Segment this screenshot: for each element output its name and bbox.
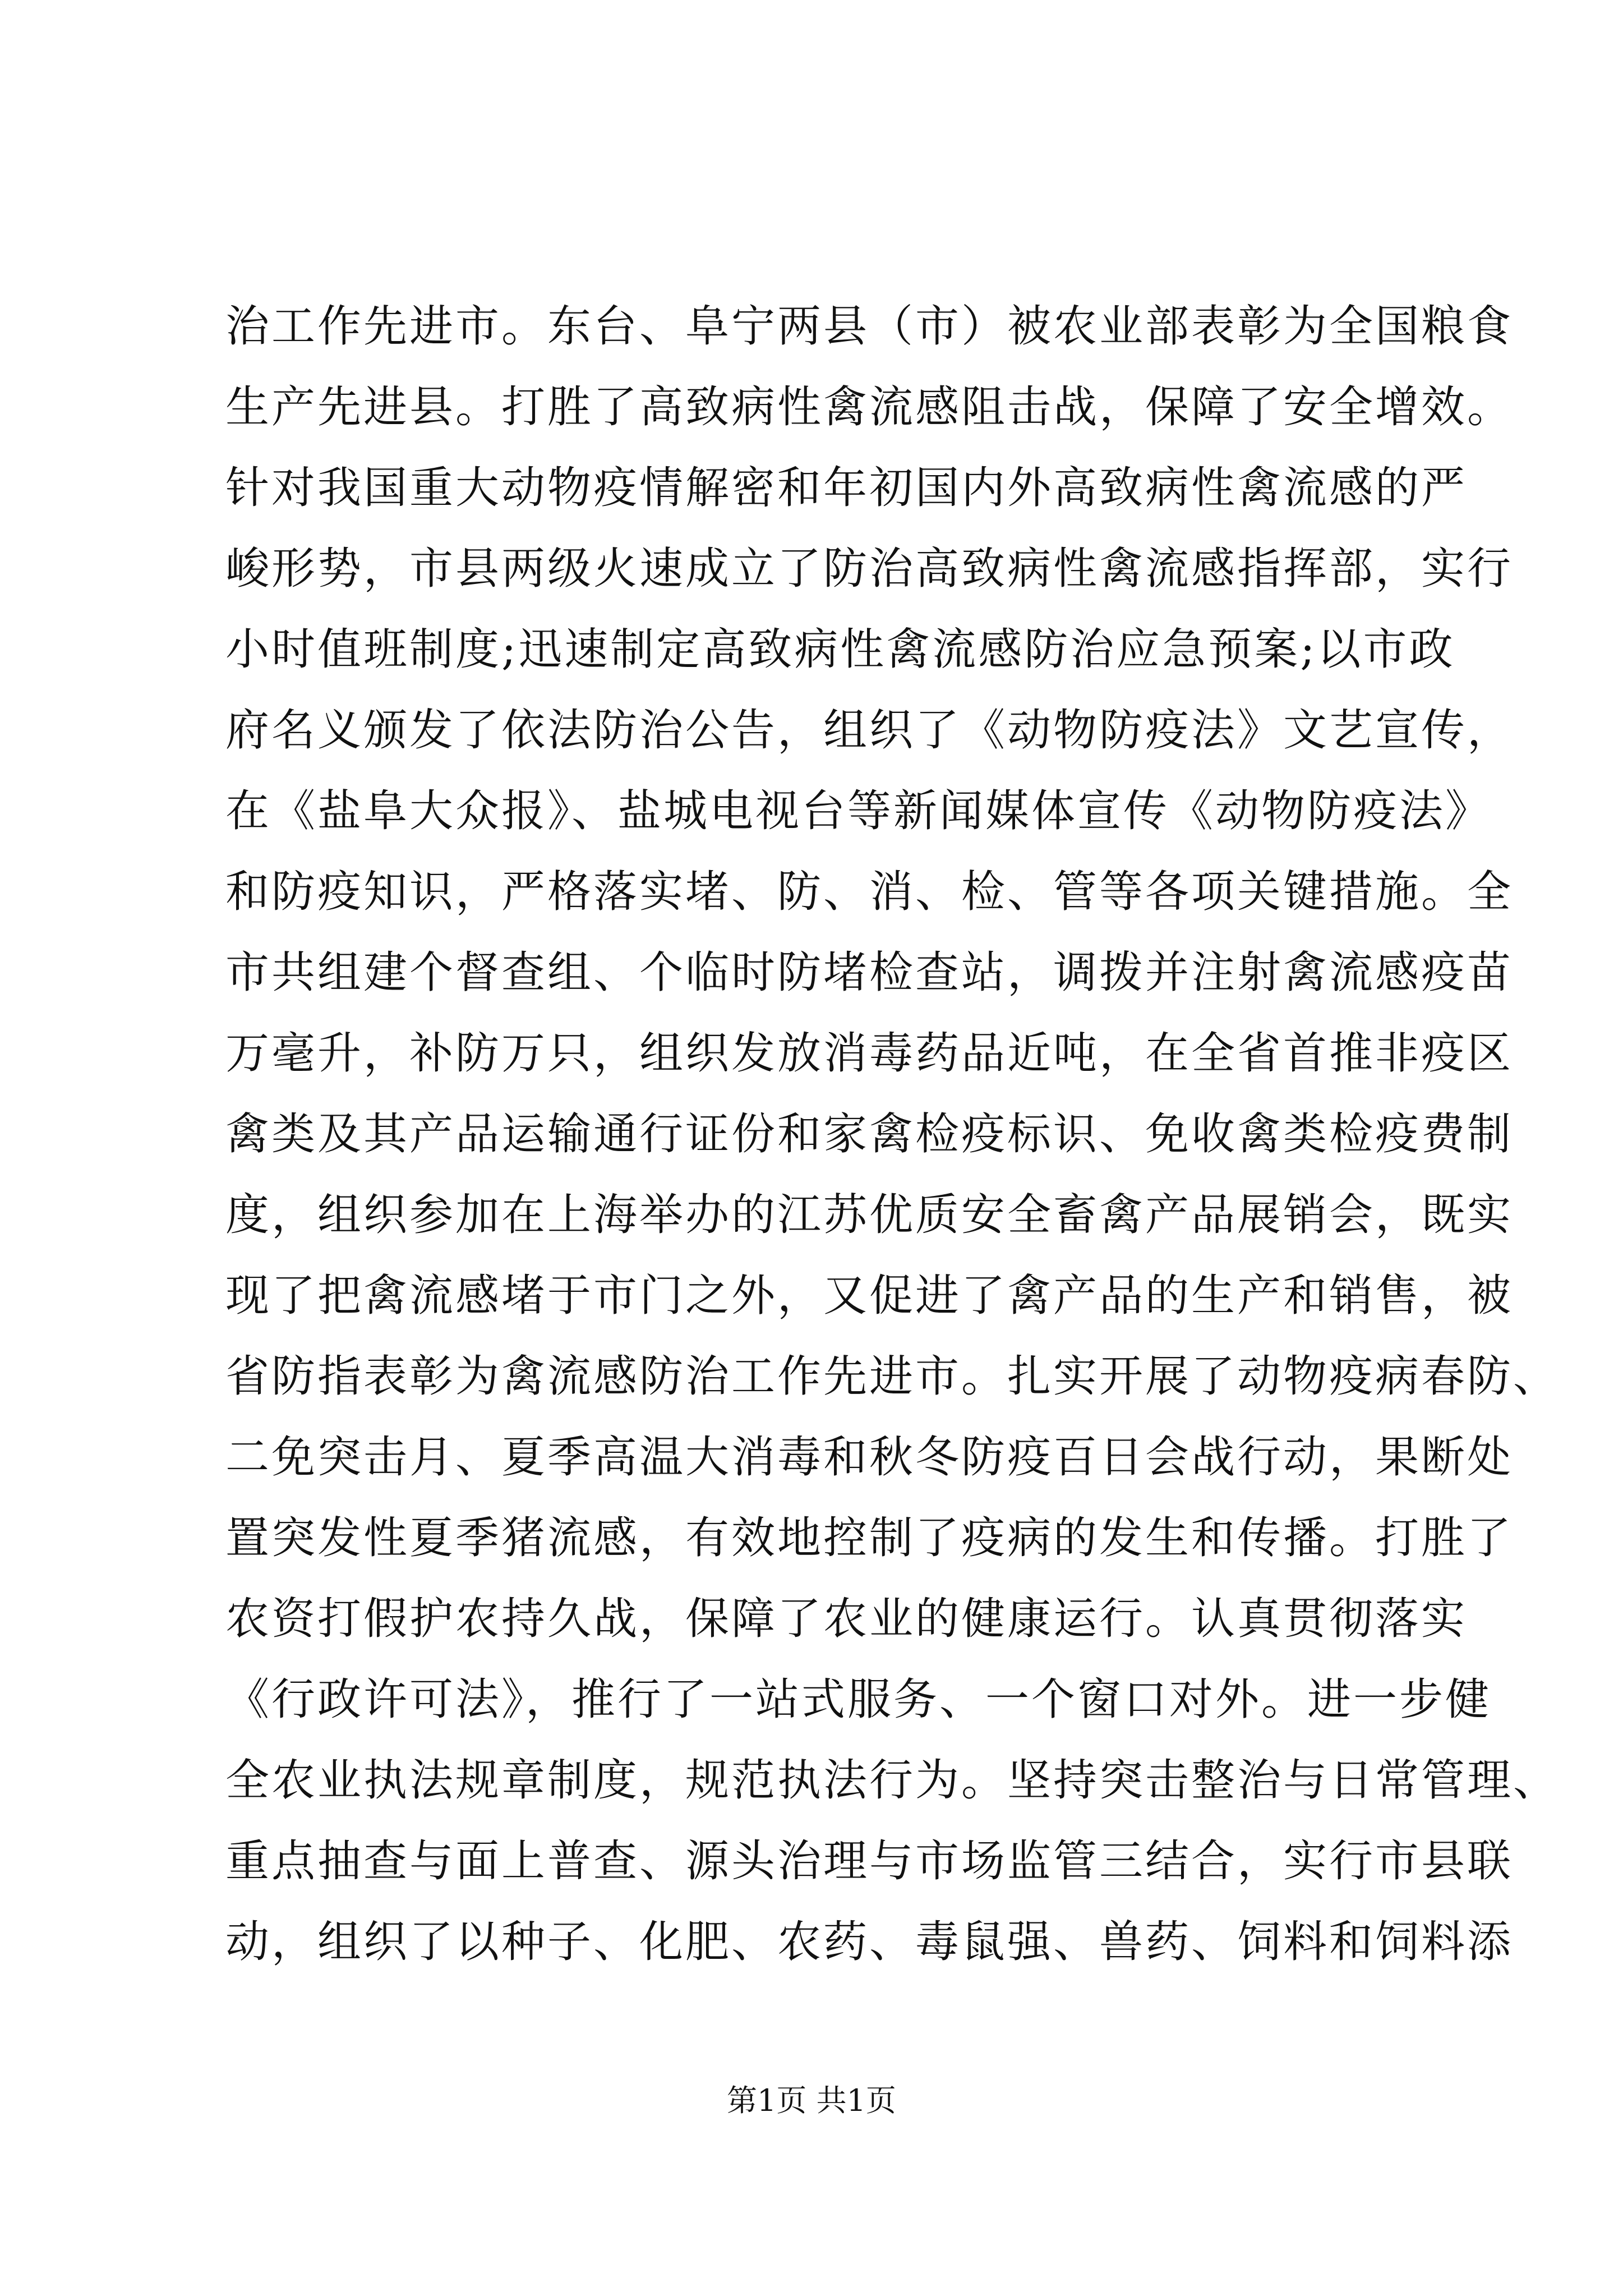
text-line-3: 针对我国重大动物疫情解密和年初国内外高致病性禽流感的严 [225, 463, 1468, 513]
text-line-6: 府名义颁发了依法防治公告，组织了《动物防疫法》文艺宣传， [225, 705, 1514, 756]
text-line-19: 全农业执法规章制度，规范执法行为。坚持突击整治与日常管理、 [225, 1755, 1560, 1806]
text-line-1: 治工作先进市。东台、阜宁两县（市）被农业部表彰为全国粮食 [225, 301, 1514, 352]
text-line-5: 小时值班制度;迅速制定高致病性禽流感防治应急预案;以市政 [225, 624, 1455, 675]
text-line-14: 省防指表彰为禽流感防治工作先进市。扎实开展了动物疫病春防、 [225, 1351, 1560, 1402]
text-line-15: 二免突击月、夏季高温大消毒和秋冬防疫百日会战行动，果断处 [225, 1432, 1514, 1483]
text-line-16: 置突发性夏季猪流感，有效地控制了疫病的发生和传播。打胜了 [225, 1513, 1514, 1563]
text-line-8: 和防疫知识，严格落实堵、防、消、检、管等各项关键措施。全 [225, 867, 1514, 917]
text-line-20: 重点抽查与面上普查、源头治理与市场监管三结合，实行市县联 [225, 1836, 1514, 1887]
page-footer [0, 2076, 1623, 2126]
text-line-4: 峻形势，市县两级火速成立了防治高致病性禽流感指挥部，实行 [225, 544, 1514, 594]
text-line-2: 生产先进县。打胜了高致病性禽流感阻击战，保障了安全增效。 [225, 382, 1514, 432]
text-line-13: 现了把禽流感堵于市门之外，又促进了禽产品的生产和销售，被 [225, 1271, 1514, 1321]
text-line-21: 动，组织了以种子、化肥、农药、毒鼠强、兽药、饲料和饲料添 [225, 1917, 1514, 1967]
text-line-9: 市共组建个督查组、个临时防堵检查站，调拨并注射禽流感疫苗 [225, 947, 1514, 998]
text-line-18: 《行政许可法》，推行了一站式服务、一个窗口对外。进一步健 [225, 1674, 1492, 1725]
text-line-12: 度，组织参加在上海举办的江苏优质安全畜禽产品展销会，既实 [225, 1190, 1514, 1240]
page-number-label: 第1页 共1页 [727, 2083, 896, 2118]
body-text [225, 286, 1560, 1982]
text-line-7: 在《盐阜大众报》、盐城电视台等新闻媒体宣传《动物防疫法》 [225, 786, 1492, 836]
text-line-10: 万毫升，补防万只，组织发放消毒药品近吨，在全省首推非疫区 [225, 1028, 1514, 1079]
text-line-17: 农资打假护农持久战，保障了农业的健康运行。认真贯彻落实 [225, 1594, 1468, 1644]
text-line-11: 禽类及其产品运输通行证份和家禽检疫标识、免收禽类检疫费制 [225, 1109, 1514, 1159]
